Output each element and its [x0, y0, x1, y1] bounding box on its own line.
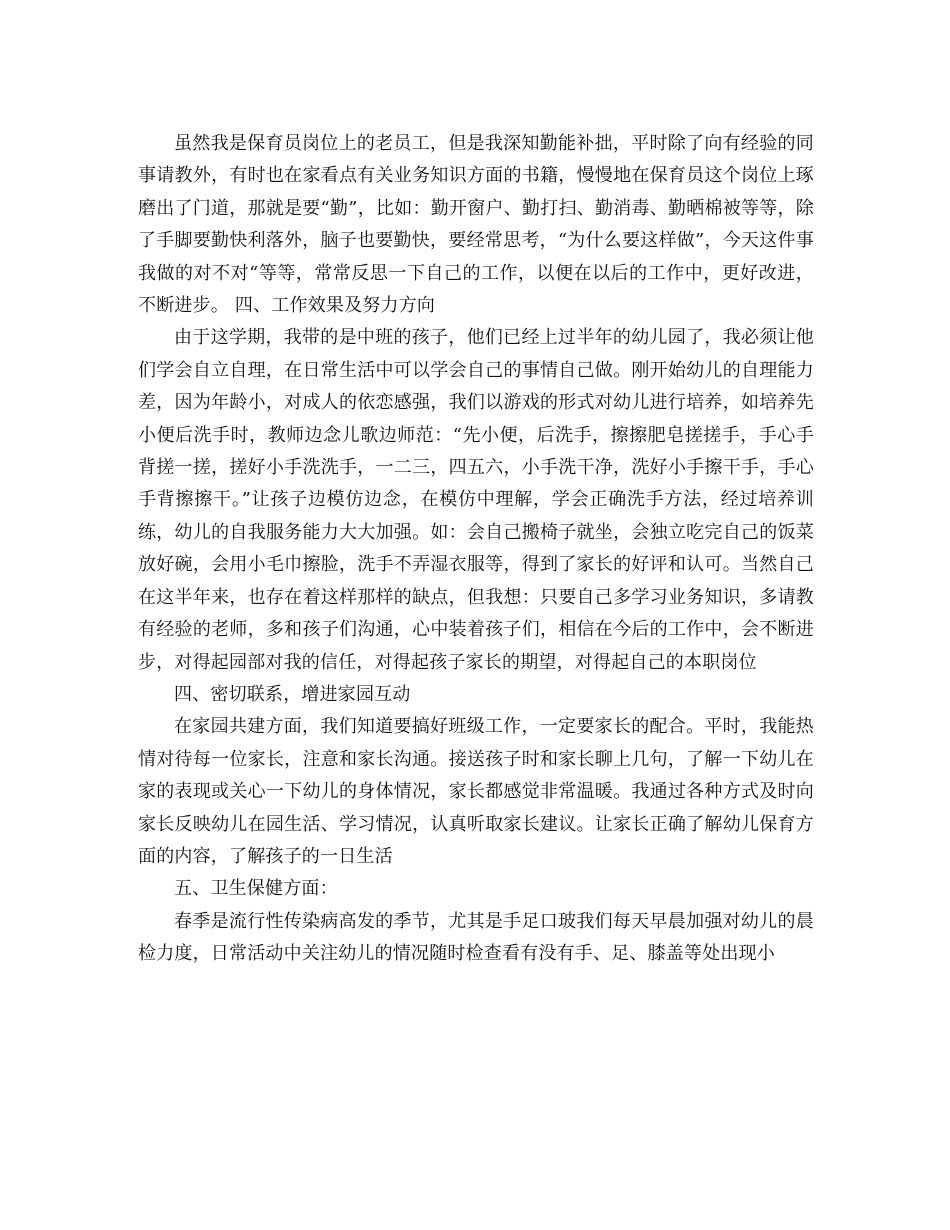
paragraph-health: 春季是流行性传染病高发的季节，尤其是手足口玻我们每天早晨加强对幼儿的晨检力度，日常活动中关注幼儿的情况随时检查看有没有手、足、膝盖等处出现小 [138, 910, 814, 965]
paragraph-home-school: 在家园共建方面，我们知道要搞好班级工作，一定要家长的配合。平时，我能热情对待每一位家长，注意和家长沟通。接送孩子时和家长聊上几句，了解一下幼儿在家的表现或关心一下幼儿的身体情况，家长都感觉非常温暖。我通过各种方式及时向家长反映幼儿在园生活、学习情况，认真听取家长建议。让家长正确了解幼儿保育方面的内容，了解孩子的一日生活 [138, 716, 814, 867]
document-body [138, 128, 814, 971]
paragraph-work-attitude: 虽然我是保育员岗位上的老员工，但是我深知勤能补拙，平时除了向有经验的同事请教外，有时也在家看点有关业务知识方面的书籍，慢慢地在保育员这个岗位上琢磨出了门道，那就是要“勤”，比如：勤开窗户、勤打扫、勤消毒、勤晒棉被等等，除了手脚要勤快利落外，脑子也要勤快，要经常思考，“为什么要这样做”，今天这件事我做的对不对“等等，常常反思一下自己的工作，以便在以后的工作中，更好改进，不断进步。 四、工作效果及努力方向 [138, 133, 814, 317]
section-heading-health: 五、卫生保健方面： [174, 878, 338, 900]
paragraph-work-results: 由于这学期，我带的是中班的孩子，他们已经上过半年的幼儿园了，我必须让他们学会自立自理，在日常生活中可以学会自己的事情自己做。刚开始幼儿的自理能力差，因为年龄小，对成人的依恋感强，我们以游戏的形式对幼儿进行培养，如培养先小便后洗手时，教师边念儿歌边师范：“先小便，后洗手，擦擦肥皂搓搓手，手心手背搓一搓，搓好小手洗洗手，一二三，四五六，小手洗干净，洗好小手擦干手，手心手背擦擦干。”让孩子边模仿边念，在模仿中理解，学会正确洗手方法，经过培养训练，幼儿的自我服务能力大大加强。如：会自己搬椅子就坐，会独立吃完自己的饭菜放好碗，会用小毛巾擦脸，洗手不弄湿衣服等，得到了家长的好评和认可。当然自己在这半年来，也存在着这样那样的缺点，但我想：只要自己多学习业务知识，多请教有经验的老师，多和孩子们沟通，心中装着孩子们，相信在今后的工作中，会不断进步，对得起园部对我的信任，对得起孩子家长的期望，对得起自己的本职岗位 [138, 327, 814, 673]
section-heading-home-school: 四、密切联系，增进家园互动 [174, 683, 411, 705]
